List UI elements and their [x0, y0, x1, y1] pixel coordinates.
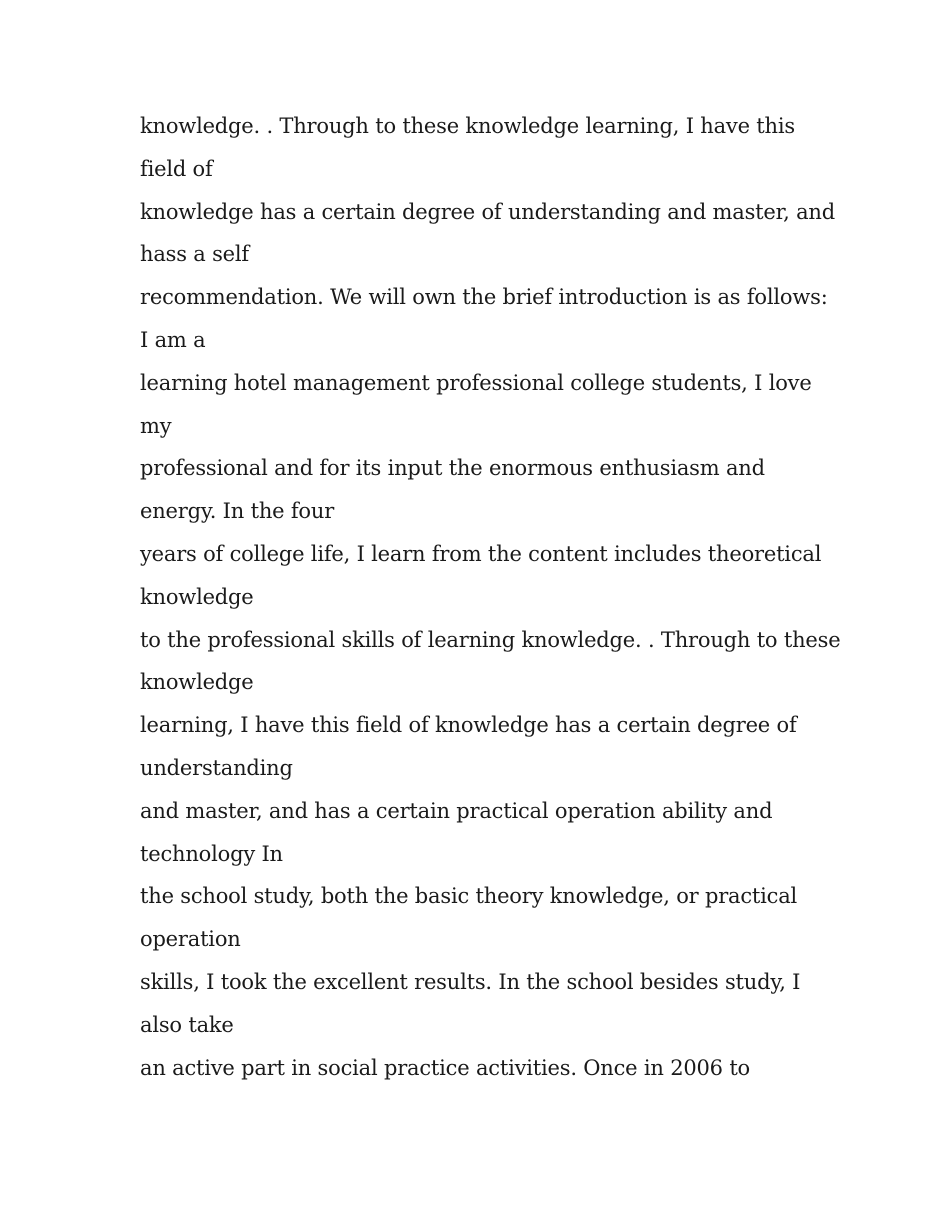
text-line: skills, I took the excellent results. In the school besides study, I — [140, 969, 801, 994]
text-line: recommendation. We will own the brief introduction is as follows: — [140, 285, 828, 310]
document-body — [140, 105, 841, 1089]
text-line: hass a self — [140, 242, 249, 267]
text-line: an active part in social practice activities. Once in 2006 to — [140, 1055, 750, 1080]
text-line: professional and for its input the enormous enthusiasm and — [140, 456, 765, 481]
text-line: years of college life, I learn from the content includes theoretical — [140, 541, 822, 566]
text-line: field of — [140, 156, 213, 181]
text-line: learning, I have this field of knowledge has a certain degree of — [140, 713, 797, 738]
text-line: operation — [140, 927, 241, 952]
text-line: understanding — [140, 755, 293, 780]
text-line: knowledge. . Through to these knowledge learning, I have this — [140, 114, 795, 138]
text-line: energy. In the four — [140, 499, 335, 524]
text-line: technology In — [140, 841, 283, 866]
text-line: also take — [140, 1012, 234, 1037]
text-line: knowledge — [140, 584, 254, 609]
text-line: knowledge has a certain degree of understanding and master, and — [140, 199, 836, 224]
text-line: knowledge — [140, 670, 254, 695]
text-line: and master, and has a certain practical operation ability and — [140, 798, 773, 823]
text-line: I am a — [140, 327, 206, 352]
text-line: the school study, both the basic theory knowledge, or practical — [140, 884, 798, 909]
text-line: my — [140, 413, 172, 438]
text-line: learning hotel management professional college students, I love — [140, 370, 812, 395]
text-line: to the professional skills of learning knowledge. . Through to these — [140, 627, 841, 652]
